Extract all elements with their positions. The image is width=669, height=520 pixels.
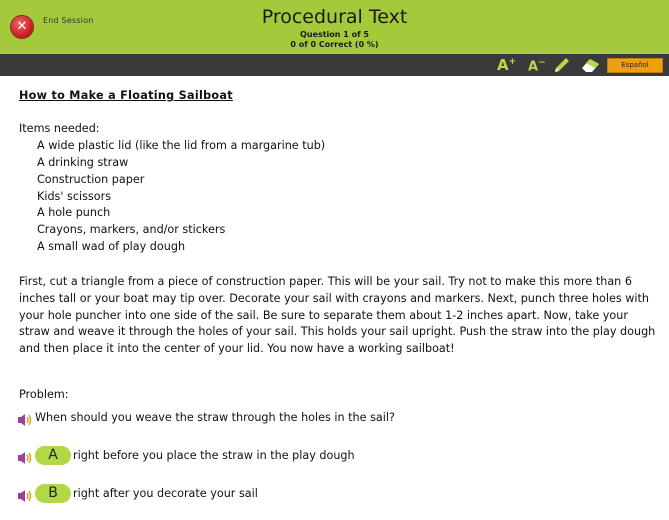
eraser-icon[interactable] — [580, 56, 602, 74]
speaker-icon[interactable] — [17, 489, 33, 503]
header-bar — [0, 0, 669, 54]
score-status: 0 of 0 Correct (0 %) — [290, 40, 379, 49]
choice-b-text[interactable]: right after you decorate your sail — [73, 487, 258, 500]
choice-a-text[interactable]: right before you place the straw in the play dough — [73, 449, 355, 462]
list-item: A small wad of play dough — [37, 240, 186, 253]
passage-heading: How to Make a Floating Sailboat — [19, 89, 233, 102]
plus-icon: + — [508, 57, 517, 67]
speaker-icon[interactable] — [17, 451, 33, 465]
speaker-icon[interactable] — [17, 413, 33, 427]
list-item: Crayons, markers, and/or stickers — [37, 223, 226, 236]
question-counter: Question 1 of 5 — [300, 30, 369, 39]
choice-a-button[interactable]: A — [35, 446, 71, 465]
list-item: A hole punch — [37, 206, 111, 219]
problem-label: Problem: — [19, 388, 69, 401]
espanol-button[interactable]: Español — [607, 58, 663, 73]
minus-icon: − — [538, 58, 546, 68]
close-icon: ✕ — [16, 19, 28, 34]
list-item: Kids' scissors — [37, 190, 112, 203]
pencil-icon[interactable] — [552, 56, 572, 74]
question-text: When should you weave the straw through the holes in the sail? — [35, 411, 395, 424]
choice-b-button[interactable]: B — [35, 484, 71, 503]
page-title: Procedural Text — [261, 6, 408, 28]
end-session-label[interactable]: End Session — [43, 16, 94, 25]
list-item: A wide plastic lid (like the lid from a margarine tub) — [37, 139, 326, 152]
list-item: A drinking straw — [37, 156, 129, 169]
font-decrease-button[interactable]: A− — [528, 58, 546, 75]
items-heading: Items needed: — [19, 122, 100, 135]
font-increase-button[interactable]: A+ — [497, 56, 517, 74]
list-item: Construction paper — [37, 173, 145, 186]
instructions-paragraph: First, cut a triangle from a piece of construction paper. This will be your sail. Try not to make this more than 6 inches tall or your boat may tip over. Decorate your sail with crayons and markers. Next, punch three holes with your hole puncher into one side of the sail. Be sure to separate them about 1-2 inches apart. Now, take your straw and weave it through the holes of your sail. This holds your sail upright. Push the straw into the play dough and then place it into the center of your lid. You now have a working sailboat! — [19, 275, 656, 356]
toolbar — [0, 54, 669, 76]
